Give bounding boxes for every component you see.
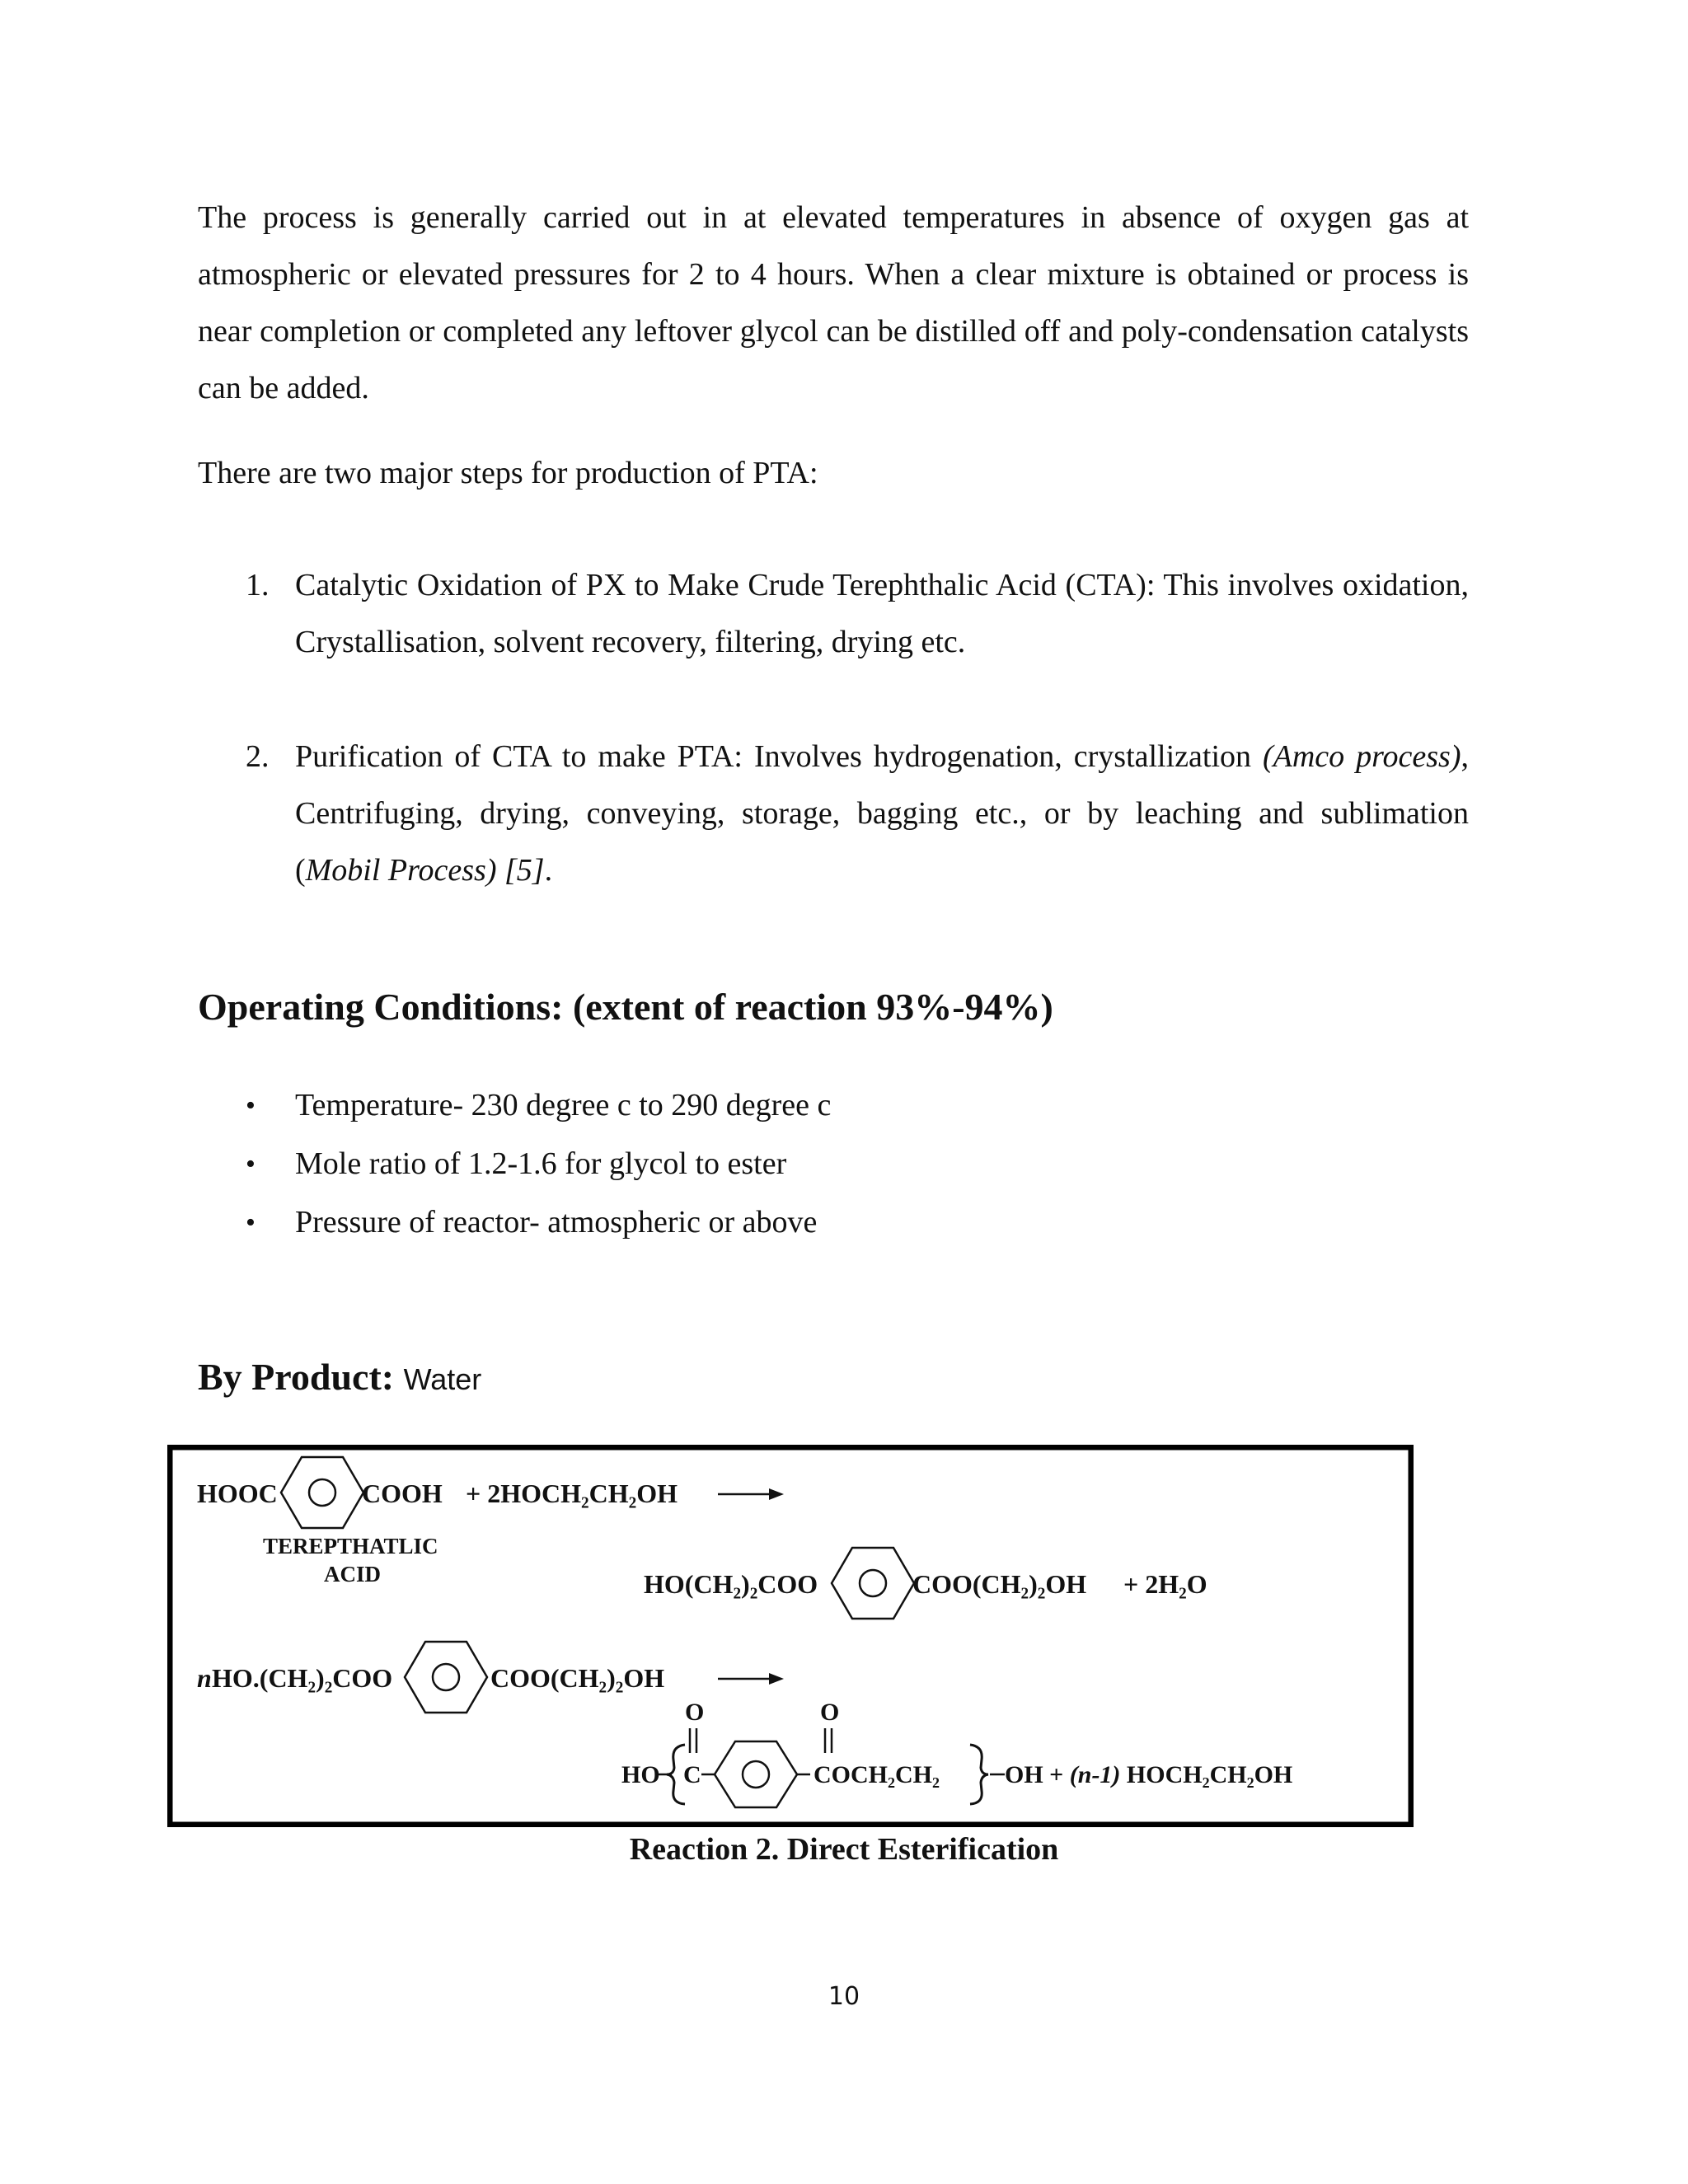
polymer-product-tail [1005,1761,1292,1788]
cooh-group: COOH [362,1479,443,1508]
page-number: 10 [828,1982,860,2011]
bhet-reactant-left: HO.(CH₂)₂COO [212,1663,393,1693]
list-text-part: . [544,853,553,888]
list-text-part: , Centrifuging, drying, conveying, storage, bagging etc., or by leaching and sublimation ( [295,739,1469,888]
process-paragraph: The process is generally carried out in at elevated temperatures in absence of oxygen gas at atmospheric or elevated pressures for 2 to 4 hours. When a clear mixture is obtained or process is near completion or completed any leftover glycol can be distilled off and poly-condensation catalysts can be added. [198,200,1469,405]
carbonyl-oxygen-2: O [820,1699,840,1726]
bhet-reactant-right: COO(CH₂)₂OH [490,1663,665,1693]
hooc-group: HOOC [197,1479,278,1508]
list-number: 2. [246,739,270,774]
bullet-icon: • [246,1149,256,1179]
list-item [246,729,1469,899]
bhet-right-group: COO(CH₂)₂OH [912,1569,1087,1599]
n-coefficient: n [197,1663,212,1693]
list-item [246,557,1469,671]
list-text-part: Purification of CTA to make PTA: Involves hydrogenation, crystallization [295,739,1263,774]
bullet-text: Mole ratio of 1.2-1.6 for glycol to ester [295,1146,787,1181]
carbonyl-carbon: C [683,1761,701,1788]
list-text: Catalytic Oxidation of PX to Make Crude Terephthalic Acid (CTA): This involves oxidation, Crystallisation, solvent recovery, filtering, drying etc. [295,568,1469,659]
acid-label: ACID [324,1562,382,1586]
pta-steps-intro: There are two major steps for production of PTA: [198,456,818,490]
glycol-reactant: + 2HOCH₂CH₂OH [466,1479,678,1508]
by-product-label: By Product: [198,1356,395,1398]
glycol-byproduct: HOCH₂CH₂OH [1120,1761,1293,1788]
list-number: 1. [246,568,270,602]
bullet-icon: • [246,1090,256,1121]
terephthalic-label: TEREPTHATLIC [263,1534,438,1558]
oh-end: OH + [1005,1761,1070,1788]
list-text [295,729,1469,899]
operating-conditions-heading: Operating Conditions: (extent of reaction 93%-94%) [198,986,1053,1028]
carbonyl-oxygen-1: O [685,1699,705,1726]
ester-glycol-unit: COCH₂CH₂ [814,1761,940,1788]
ho-end: HO [621,1761,660,1788]
water-product: + 2H₂O [1123,1569,1207,1599]
bullet-icon: • [246,1207,256,1238]
amco-process-ref: (Amco process) [1263,739,1461,774]
n-minus-one: (n-1) [1069,1761,1121,1788]
mobil-process-ref: Mobil Process) [5] [305,853,545,888]
bullet-text: Temperature- 230 degree c to 290 degree c [295,1088,832,1122]
reaction-caption: Reaction 2. Direct Esterification [629,1832,1059,1867]
by-product-value: Water [403,1362,482,1396]
bhet-left-group: HO(CH₂)₂COO [644,1569,818,1599]
by-product-line [198,1355,481,1399]
bullet-text: Pressure of reactor- atmospheric or above [295,1205,818,1240]
reaction-scheme [167,1445,1414,1827]
